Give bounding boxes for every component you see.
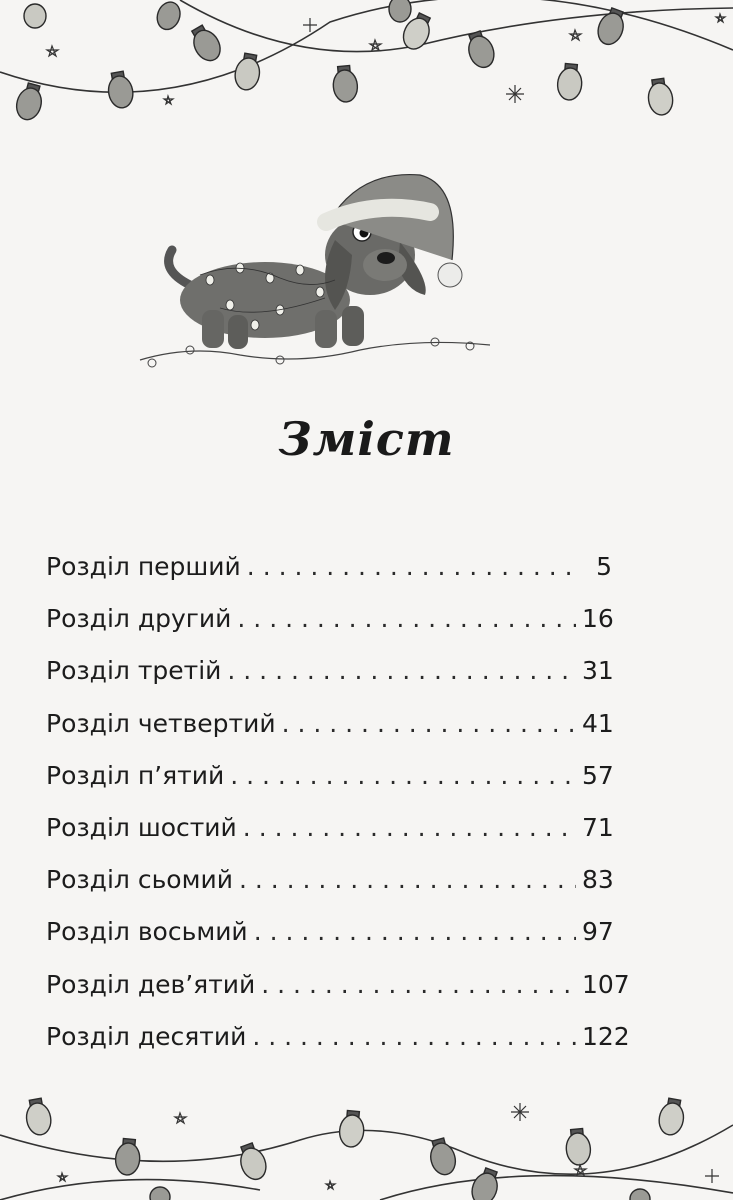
toc-entry-page: 71 (582, 812, 614, 842)
toc-entry-page: 31 (582, 656, 614, 686)
toc-entry-7[interactable] (46, 865, 612, 917)
toc-entry-page: 41 (582, 708, 614, 738)
toc-entry-label: Розділ восьмий (46, 917, 248, 947)
toc-entry-page: 5 (596, 552, 612, 581)
toc-entry-page: 122 (582, 1021, 630, 1051)
dot-leader (261, 970, 576, 999)
toc-entry-label: Розділ третій (46, 656, 222, 686)
toc-entry-3[interactable] (46, 656, 612, 708)
toc-entry-6[interactable] (46, 813, 612, 865)
toc-entry-4[interactable] (46, 709, 612, 761)
bottom-garland-icon (0, 1085, 733, 1200)
toc-entry-label: Розділ другий (46, 604, 232, 634)
dot-leader (230, 761, 576, 790)
dot-leader (227, 656, 576, 685)
toc-entry-label: Розділ четвертий (46, 708, 276, 738)
dot-leader (282, 709, 576, 738)
dot-leader (247, 552, 576, 581)
toc-entry-label: Розділ шостий (46, 812, 237, 842)
toc-entry-label: Розділ п’ятий (46, 760, 225, 790)
dot-leader (254, 917, 576, 946)
dachshund-santa-hat-icon (130, 160, 500, 380)
toc-entry-page: 107 (582, 969, 630, 999)
toc-entry-page: 97 (582, 917, 614, 947)
toc-entry-label: Розділ дев’ятий (46, 969, 256, 999)
dot-leader (252, 1022, 576, 1051)
table-of-contents (46, 552, 630, 1074)
toc-entry-9[interactable] (46, 969, 630, 1022)
toc-entry-page: 16 (582, 604, 614, 634)
toc-entry-page: 83 (582, 865, 614, 895)
toc-entry-label: Розділ десятий (46, 1021, 247, 1051)
page-title: Зміст (278, 412, 455, 466)
toc-entry-8[interactable] (46, 917, 612, 969)
toc-entry-5[interactable] (46, 761, 612, 813)
toc-entry-label: Розділ сьомий (46, 865, 233, 895)
toc-entry-2[interactable] (46, 604, 612, 656)
toc-entry-page: 57 (582, 760, 614, 790)
top-garland-icon (0, 0, 733, 130)
toc-entry-1[interactable] (46, 552, 612, 604)
dot-leader (243, 813, 576, 842)
dot-leader (237, 604, 576, 633)
toc-entry-label: Розділ перший (46, 552, 241, 581)
dot-leader (239, 865, 576, 894)
toc-entry-10[interactable] (46, 1021, 630, 1074)
